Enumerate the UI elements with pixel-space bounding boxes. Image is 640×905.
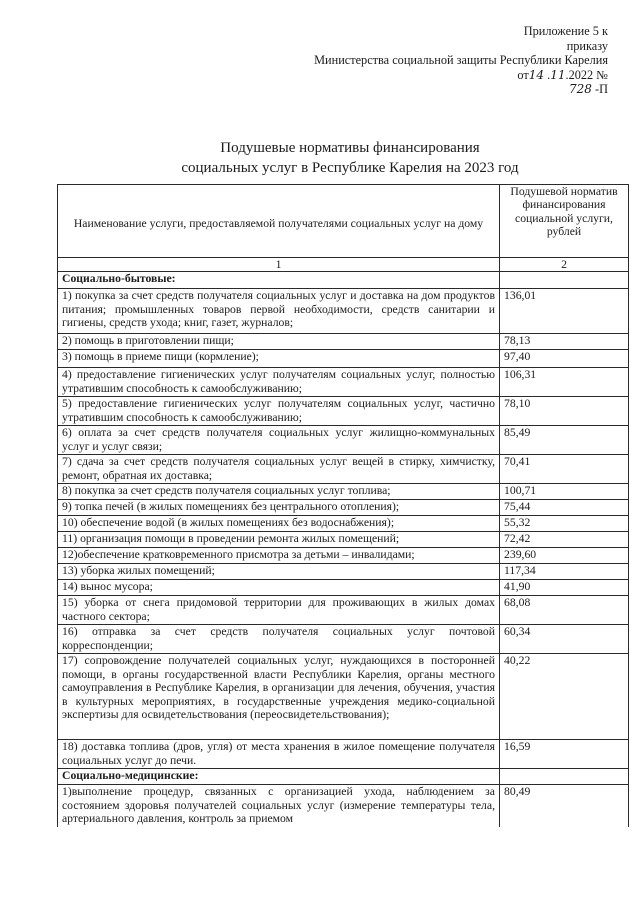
table-row bbox=[58, 516, 629, 532]
table-row bbox=[58, 548, 629, 564]
table-row bbox=[58, 455, 629, 484]
date-prefix: от bbox=[517, 67, 529, 82]
service-name: 14) вынос мусора; bbox=[58, 580, 500, 596]
service-name: 9) топка печей (в жилых помещениях без центрального отопления); bbox=[58, 500, 500, 516]
section-title-social-medical: Социально-медицинские: bbox=[58, 769, 500, 785]
norms-table bbox=[57, 184, 629, 827]
table-row bbox=[58, 289, 629, 334]
column-number-2: 2 bbox=[500, 258, 629, 272]
table-row bbox=[58, 484, 629, 500]
document-title bbox=[60, 139, 640, 178]
table-header-row bbox=[58, 185, 629, 258]
norm-value: 60,34 bbox=[500, 625, 629, 654]
service-name: 4) предоставление гигиенических услуг получателям социальных услуг, полностью утратившим способность к самообслуживанию; bbox=[58, 368, 500, 397]
norm-value: 16,59 bbox=[500, 740, 629, 769]
appendix-line-3: Министерства социальной защиты Республики Карелия bbox=[314, 53, 608, 67]
appendix-line-2: приказу bbox=[566, 38, 608, 53]
table-row bbox=[58, 654, 629, 740]
service-name: 11) организация помощи в проведении ремонта жилых помещений; bbox=[58, 532, 500, 548]
norm-value: 100,71 bbox=[500, 484, 629, 500]
norm-value: 70,41 bbox=[500, 455, 629, 484]
table-row bbox=[58, 785, 629, 828]
service-name: 12)обеспечение кратковременного присмотра за детьми – инвалидами; bbox=[58, 548, 500, 564]
table-row bbox=[58, 350, 629, 368]
section-row-social-household bbox=[58, 272, 629, 289]
service-name: 2) помощь в приготовлении пищи; bbox=[58, 334, 500, 350]
appendix-number bbox=[278, 82, 608, 97]
title-line-1: Подушевые нормативы финансирования bbox=[220, 140, 480, 156]
norm-value: 72,42 bbox=[500, 532, 629, 548]
section-title-social-household: Социально-бытовые: bbox=[58, 272, 500, 289]
service-name: 10) обеспечение водой (в жилых помещениях без водоснабжения); bbox=[58, 516, 500, 532]
norm-value: 136,01 bbox=[500, 289, 629, 334]
service-name: 1) покупка за счет средств получателя социальных услуг и доставка на дом продуктов питания; промышленных товаров первой необходимости, средств санитарии и гигиены, средств ухода; книг, газет, журналов; bbox=[58, 289, 500, 334]
table-row bbox=[58, 580, 629, 596]
norm-value: 80,49 bbox=[500, 785, 629, 828]
service-name: 8) покупка за счет средств получателя социальных услуг топлива; bbox=[58, 484, 500, 500]
service-name: 5) предоставление гигиенических услуг получателям социальных услуг, частично утратившим способность к самообслуживанию; bbox=[58, 397, 500, 426]
date-month-handwritten: 11 bbox=[550, 67, 566, 82]
service-name: 15) уборка от снега придомовой территории для проживающих в жилых домах частного сектора; bbox=[58, 596, 500, 625]
table-row bbox=[58, 368, 629, 397]
table-row bbox=[58, 564, 629, 580]
order-number-handwritten: 728 bbox=[569, 82, 592, 96]
appendix-date bbox=[278, 68, 608, 83]
appendix-header bbox=[278, 24, 608, 97]
norm-value: 78,10 bbox=[500, 397, 629, 426]
table-row bbox=[58, 625, 629, 654]
service-name: 18) доставка топлива (дров, угля) от места хранения в жилое помещение получателя социальных услуг до печи. bbox=[58, 740, 500, 769]
table-row bbox=[58, 397, 629, 426]
order-number-suffix: -П bbox=[595, 82, 608, 96]
date-year: .2022 № bbox=[565, 67, 608, 82]
norm-value: 75,44 bbox=[500, 500, 629, 516]
table-row bbox=[58, 532, 629, 548]
title-line-2: социальных услуг в Республике Карелия на 2023 год bbox=[181, 159, 519, 176]
norm-value: 85,49 bbox=[500, 426, 629, 455]
table-row bbox=[58, 596, 629, 625]
norm-value: 41,90 bbox=[500, 580, 629, 596]
norm-value: 40,22 bbox=[500, 654, 629, 740]
norm-value: 117,34 bbox=[500, 564, 629, 580]
norm-value: 239,60 bbox=[500, 548, 629, 564]
table-row bbox=[58, 500, 629, 516]
norm-value: 68,08 bbox=[500, 596, 629, 625]
service-name: 16) отправка за счет средств получателя социальных услуг почтовой корреспонденции; bbox=[58, 625, 500, 654]
column-number-row bbox=[58, 258, 629, 272]
appendix-line-1: Приложение 5 к bbox=[523, 24, 608, 38]
norm-value: 97,40 bbox=[500, 350, 629, 368]
section-empty-cell bbox=[500, 272, 629, 289]
header-norm-value: Подушевой норматив финансирования социальной услуги, рублей bbox=[500, 185, 629, 258]
column-number-1: 1 bbox=[58, 258, 500, 272]
service-name: 6) оплата за счет средств получателя социальных услуг жилищно-коммунальных услуг и услуг связи; bbox=[58, 426, 500, 455]
service-name: 7) сдача за счет средств получателя социальных услуг вещей в стирку, химчистку, ремонт, обратная их доставка; bbox=[58, 455, 500, 484]
table-row bbox=[58, 740, 629, 769]
service-name: 3) помощь в приеме пищи (кормление); bbox=[58, 350, 500, 368]
service-name: 1)выполнение процедур, связанных с организацией ухода, наблюдением за состоянием здоровья получателей социальных услуг (измерение температуры тела, артериального давления, контроль за приемом bbox=[58, 785, 500, 828]
date-day-handwritten: 14 bbox=[528, 67, 545, 82]
section-empty-cell bbox=[500, 769, 629, 785]
norm-value: 78,13 bbox=[500, 334, 629, 350]
table-row bbox=[58, 426, 629, 455]
header-service-name: Наименование услуги, предоставляемой получателями социальных услуг на дому bbox=[58, 185, 500, 258]
section-row-social-medical bbox=[58, 769, 629, 785]
service-name: 13) уборка жилых помещений; bbox=[58, 564, 500, 580]
table-row bbox=[58, 334, 629, 350]
norm-value: 55,32 bbox=[500, 516, 629, 532]
norm-value: 106,31 bbox=[500, 368, 629, 397]
date-separator: . bbox=[547, 67, 551, 82]
service-name: 17) сопровождение получателей социальных услуг, нуждающихся в посторонней помощи, в органы государственной власти Республики Карелия, органы местного самоуправления в Республике Карелия, в организации для лечения, обучения, участия в культурных мероприятиях, в государственные учреждения медико-социальной экспертизы для освидетельствования (переосвидетельствования); bbox=[58, 654, 500, 740]
